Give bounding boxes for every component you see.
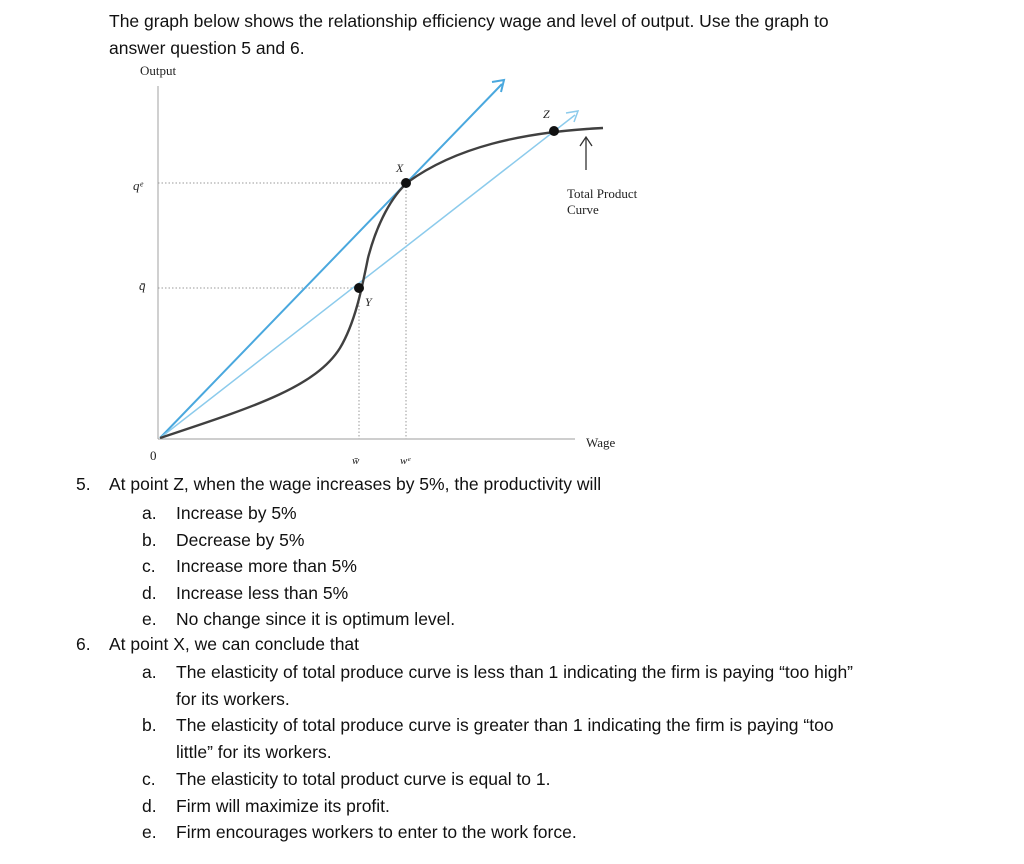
curve-label-line-2: Curve (567, 202, 599, 217)
steep-ray-arrowhead (492, 80, 504, 92)
option-letter: e. (142, 822, 157, 842)
option-text-line-2: little” for its workers. (176, 741, 332, 762)
option-letter: a. (142, 662, 157, 682)
total-product-curve (160, 128, 603, 438)
option-text-line-1: The elasticity of total produce curve is greater than 1 indicating the firm is paying “too (176, 715, 834, 735)
point-y-label: Y (365, 295, 372, 309)
question-5-number: 5. (76, 474, 91, 494)
option-text: Increase by 5% (176, 503, 297, 523)
option-text: No change since it is optimum level. (176, 609, 456, 629)
option-letter: c. (142, 769, 156, 789)
option-letter: c. (142, 556, 156, 576)
option-text: Firm encourages workers to enter to the work force. (176, 822, 577, 842)
option-text: Decrease by 5% (176, 530, 305, 550)
y-tick-qe: qᵉ (133, 178, 143, 193)
intro-text (109, 8, 969, 62)
x-tick-we: wᵉ (400, 455, 411, 467)
option-text: The elasticity to total product curve is equal to 1. (176, 769, 551, 789)
option-text (176, 659, 916, 712)
point-z-label: Z (543, 107, 550, 121)
question-6-text: At point X, we can conclude that (109, 634, 360, 654)
x-axis-label: Wage (586, 435, 616, 450)
efficiency-wage-figure (100, 58, 660, 475)
question-5-text: At point Z, when the wage increases by 5%, the productivity will (109, 474, 602, 494)
point-x-dot (401, 178, 411, 188)
point-x-label: X (396, 161, 404, 175)
efficiency-wage-chart (100, 58, 660, 470)
option-text: Increase less than 5% (176, 583, 349, 603)
option-text: Firm will maximize its profit. (176, 796, 390, 816)
intro-line-2: answer question 5 and 6. (109, 38, 305, 58)
option-text: Increase more than 5% (176, 556, 357, 576)
option-letter: e. (142, 609, 157, 629)
curve-label-line-1: Total Product (567, 186, 638, 201)
option-letter: d. (142, 796, 157, 816)
option-letter: b. (142, 715, 157, 735)
shallow-ray (160, 115, 575, 438)
option-letter: b. (142, 530, 157, 550)
question-6-number: 6. (76, 634, 91, 654)
option-text (176, 712, 916, 765)
option-text-line-1: The elasticity of total produce curve is less than 1 indicating the firm is paying “too high” (176, 662, 854, 682)
intro-line-1: The graph below shows the relationship efficiency wage and level of output. Use the graph to (109, 11, 829, 31)
steep-ray (160, 84, 502, 438)
y-axis-label: Output (140, 63, 177, 78)
x-tick-wbar: w̄ (352, 455, 360, 467)
origin-label: 0 (150, 448, 157, 463)
option-letter: a. (142, 503, 157, 523)
option-text-line-2: for its workers. (176, 688, 290, 709)
y-tick-qbar: q̄ (139, 278, 146, 293)
point-z-dot (549, 126, 559, 136)
point-y-dot (354, 283, 364, 293)
option-letter: d. (142, 583, 157, 603)
